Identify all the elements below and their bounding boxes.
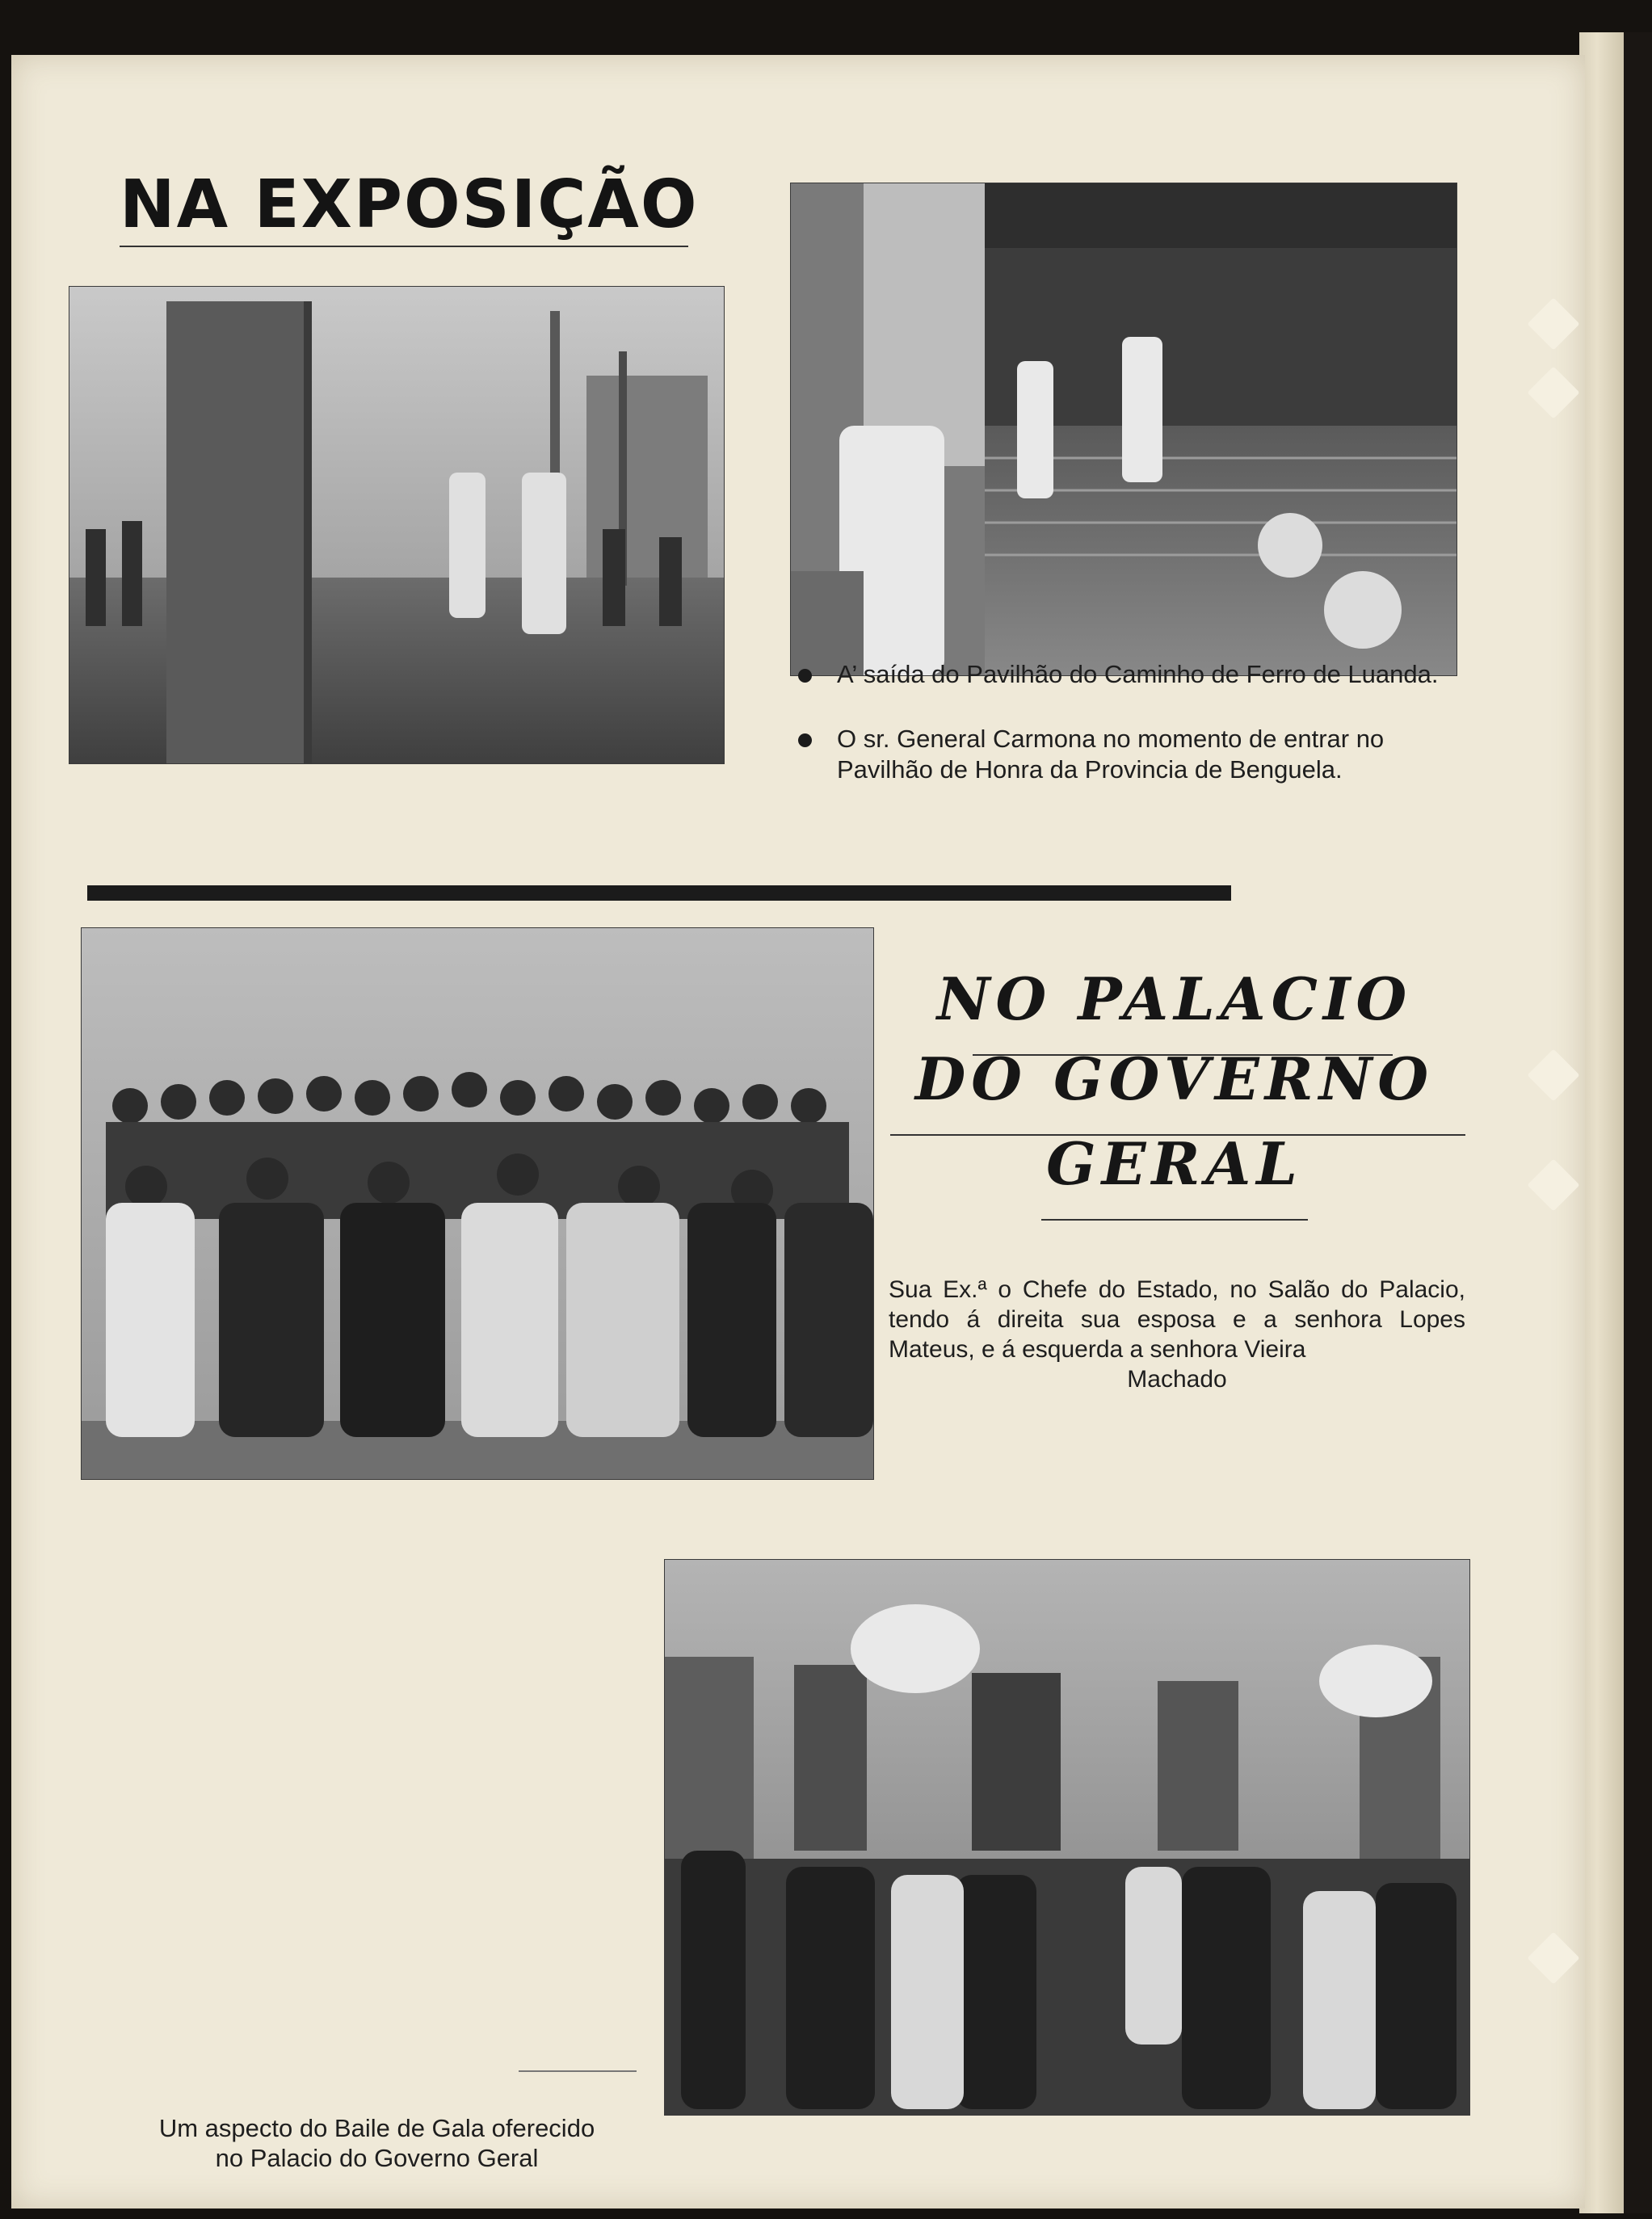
caption-gala-line-1: Um aspecto do Baile de Gala oferecido: [158, 2114, 595, 2142]
binder-hole: [1527, 1049, 1579, 1101]
photo-palace-group: [81, 927, 874, 1480]
caption-palace-text: Sua Ex.ª o Chefe do Estado, no Salão do Palacio, tendo á direita sua esposa e a senhora Lopes Mateus, e á esquerda a senhora Vieira: [889, 1276, 1465, 1363]
binder-hole: [1527, 366, 1579, 418]
caption-pavilion-exit: A’ saída do Pavilhão do Caminho de Ferro de Luanda.: [837, 660, 1439, 688]
section-title-line-3: GERAL: [1046, 1129, 1303, 1198]
magazine-page: [11, 55, 1585, 2208]
binder-hole: [1527, 1931, 1579, 1984]
page-edge: [1624, 32, 1652, 2213]
binding-spine: [1579, 32, 1624, 2213]
caption-gala-line-2: no Palacio do Governo Geral: [215, 2144, 539, 2172]
photo-pavilion-exit: [69, 286, 725, 764]
caption-rule: [519, 2070, 637, 2072]
binder-hole: [1527, 297, 1579, 350]
section-title-line-1: NO PALACIO: [936, 965, 1413, 1033]
section-title-line-2: DO GOVERNO: [914, 1044, 1435, 1113]
caption-general-carmona: O sr. General Carmona no momento de entrar no Pavilhão de Honra da Provincia de Benguela.: [837, 725, 1385, 784]
title-underline: [120, 246, 688, 247]
caption-palace-last-line: Machado: [1127, 1366, 1227, 1393]
caption-gala-ball: [108, 2113, 645, 2173]
caption-bullet: [798, 733, 812, 747]
binder-hole: [1527, 1158, 1579, 1211]
photo-gala-ball: [664, 1559, 1470, 2116]
title-underline: [1041, 1219, 1308, 1221]
photo-honor-pavilion: [790, 183, 1457, 676]
caption-palace-group: [889, 1275, 1465, 1394]
caption-bullet: [798, 669, 812, 683]
section-title-exposicao: NA EXPOSIÇÃO: [120, 166, 699, 243]
section-divider: [87, 885, 1231, 901]
